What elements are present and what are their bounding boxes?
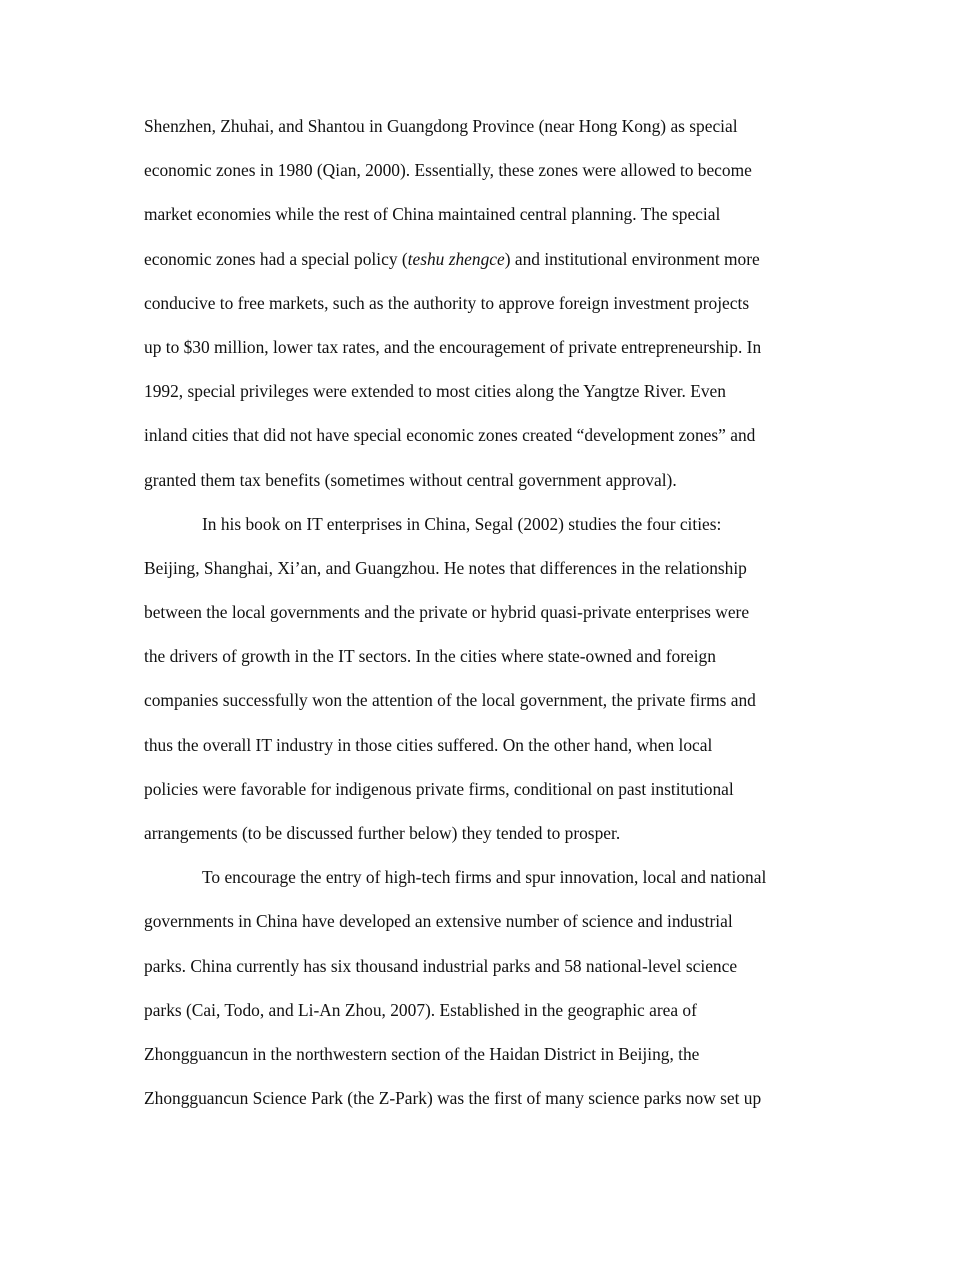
paragraph xyxy=(144,855,844,1120)
text-line xyxy=(144,192,844,236)
italic-term: teshu zhengce xyxy=(407,248,505,269)
text-segment: parks (Cai, Todo, and Li-An Zhou, 2007). Established in the geographic area of xyxy=(144,999,697,1020)
text-segment: Beijing, Shanghai, Xi’an, and Guangzhou. He notes that differences in the relationship xyxy=(144,557,747,578)
text-line xyxy=(144,988,844,1032)
text-line xyxy=(144,590,844,634)
text-line xyxy=(144,148,844,192)
text-line xyxy=(144,634,844,678)
text-segment: governments in China have developed an extensive number of science and industrial xyxy=(144,911,733,932)
text-segment: between the local governments and the private or hybrid quasi-private enterprises were xyxy=(144,602,750,623)
text-segment: Zhongguancun Science Park (the Z-Park) was the first of many science parks now set up xyxy=(144,1088,762,1109)
text-line xyxy=(144,855,844,899)
document-page xyxy=(144,104,844,1120)
text-line xyxy=(144,458,844,502)
text-segment: granted them tax benefits (sometimes without central government approval). xyxy=(144,469,677,490)
text-segment: In his book on IT enterprises in China, Segal (2002) studies the four cities: xyxy=(202,513,722,534)
text-line xyxy=(144,369,844,413)
text-segment: parks. China currently has six thousand industrial parks and 58 national-level science xyxy=(144,955,738,976)
text-line xyxy=(144,104,844,148)
text-segment: arrangements (to be discussed further below) they tended to prosper. xyxy=(144,823,621,843)
text-line xyxy=(144,723,844,767)
text-segment: economic zones in 1980 (Qian, 2000). Essentially, these zones were allowed to become xyxy=(144,160,752,181)
text-segment: the drivers of growth in the IT sectors. In the cities where state-owned and foreign xyxy=(144,646,716,667)
text-segment: companies successfully won the attention of the local government, the private firms and xyxy=(144,690,756,711)
text-segment: economic zones had a special policy ( xyxy=(144,248,408,269)
text-line xyxy=(144,502,844,546)
text-segment: up to $30 million, lower tax rates, and the encouragement of private entrepreneurship. In xyxy=(144,336,762,357)
text-line xyxy=(144,237,844,281)
text-line xyxy=(144,1076,844,1120)
paragraph xyxy=(144,502,844,856)
text-segment: Shenzhen, Zhuhai, and Shantou in Guangdong Province (near Hong Kong) as special xyxy=(144,116,738,136)
text-line xyxy=(144,325,844,369)
text-segment: 1992, special privileges were extended to most cities along the Yangtze River. Even xyxy=(144,381,726,402)
text-line xyxy=(144,767,844,811)
text-segment: To encourage the entry of high-tech firms and spur innovation, local and national xyxy=(202,867,767,888)
text-segment: market economies while the rest of China maintained central planning. The special xyxy=(144,204,721,225)
text-line xyxy=(144,413,844,457)
text-line xyxy=(144,281,844,325)
text-line xyxy=(144,944,844,988)
text-line xyxy=(144,811,844,855)
text-segment: policies were favorable for indigenous private firms, conditional on past institutional xyxy=(144,778,734,799)
text-line xyxy=(144,1032,844,1076)
text-line xyxy=(144,899,844,943)
text-segment: inland cities that did not have special economic zones created “development zones” and xyxy=(144,425,756,446)
paragraph xyxy=(144,104,844,502)
text-segment: ) and institutional environment more xyxy=(504,248,760,269)
text-line xyxy=(144,546,844,590)
text-segment: conducive to free markets, such as the authority to approve foreign investment projects xyxy=(144,292,750,313)
text-line xyxy=(144,678,844,722)
text-segment: thus the overall IT industry in those cities suffered. On the other hand, when local xyxy=(144,734,713,755)
text-segment: Zhongguancun in the northwestern section of the Haidan District in Beijing, the xyxy=(144,1043,700,1064)
